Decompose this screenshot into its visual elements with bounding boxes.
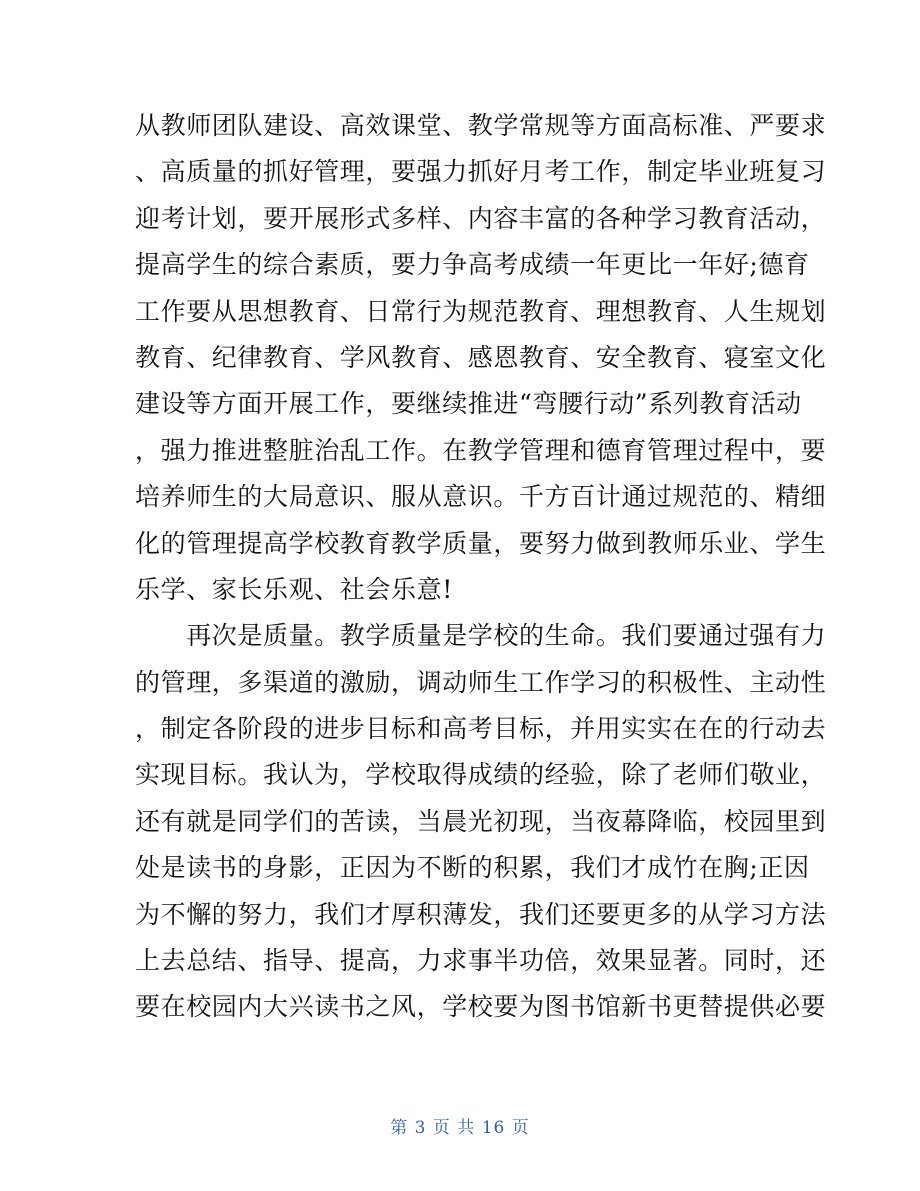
text-line: 还有就是同学们的苦读，当晨光初现，当夜幕降临，校园里到: [135, 806, 827, 836]
body-text: [135, 103, 827, 1031]
text-line: 上去总结、指导、提高，力求事半功倍，效果显著。同时，还: [135, 946, 827, 976]
text-line: 提高学生的综合素质，要力争高考成绩一年更比一年好;德育: [135, 250, 810, 280]
text-line: 、高质量的抓好管理，要强力抓好月考工作，制定毕业班复习: [135, 157, 827, 187]
text-line: ，强力推进整脏治乱工作。在教学管理和德育管理过程中，要: [135, 435, 827, 465]
text-line: 处是读书的身影，正因为不断的积累，我们才成竹在胸;正因: [135, 853, 810, 883]
text-line: 化的管理提高学校教育教学质量，要努力做到教师乐业、学生: [135, 528, 827, 558]
text-line: 实现目标。我认为，学校取得成绩的经验，除了老师们敬业，: [135, 760, 827, 790]
text-line: 培养师生的大局意识、服从意识。千方百计通过规范的、精细: [135, 482, 827, 512]
text-line: 工作要从思想教育、日常行为规范教育、理想教育、人生规划: [135, 296, 827, 326]
text-line: 从教师团队建设、高效课堂、教学常规等方面高标准、严要求: [135, 111, 827, 140]
text-line: 为不懈的努力，我们才厚积薄发，我们还要更多的从学习方法: [135, 899, 827, 929]
page-number-footer: 第 3 页 共 16 页: [390, 1118, 530, 1138]
text-line: 教育、纪律教育、学风教育、感恩教育、安全教育、寝室文化: [135, 342, 827, 372]
text-line: 乐学、家长乐观、社会乐意!: [135, 574, 453, 604]
text-line: ，制定各阶段的进步目标和高考目标，并用实实在在的行动去: [135, 714, 827, 744]
text-line: 要在校园内大兴读书之风，学校要为图书馆新书更替提供必要: [135, 992, 827, 1022]
text-line: 迎考计划，要开展形式多样、内容丰富的各种学习教育活动，: [135, 203, 827, 233]
text-line: 的管理，多渠道的激励，调动师生工作学习的积极性、主动性: [135, 667, 827, 697]
paragraph-start-line: 再次是质量。教学质量是学校的生命。我们要通过强有力: [135, 621, 827, 651]
text-line: 建设等方面开展工作，要继续推进“弯腰行动”系列教育活动: [135, 389, 802, 419]
